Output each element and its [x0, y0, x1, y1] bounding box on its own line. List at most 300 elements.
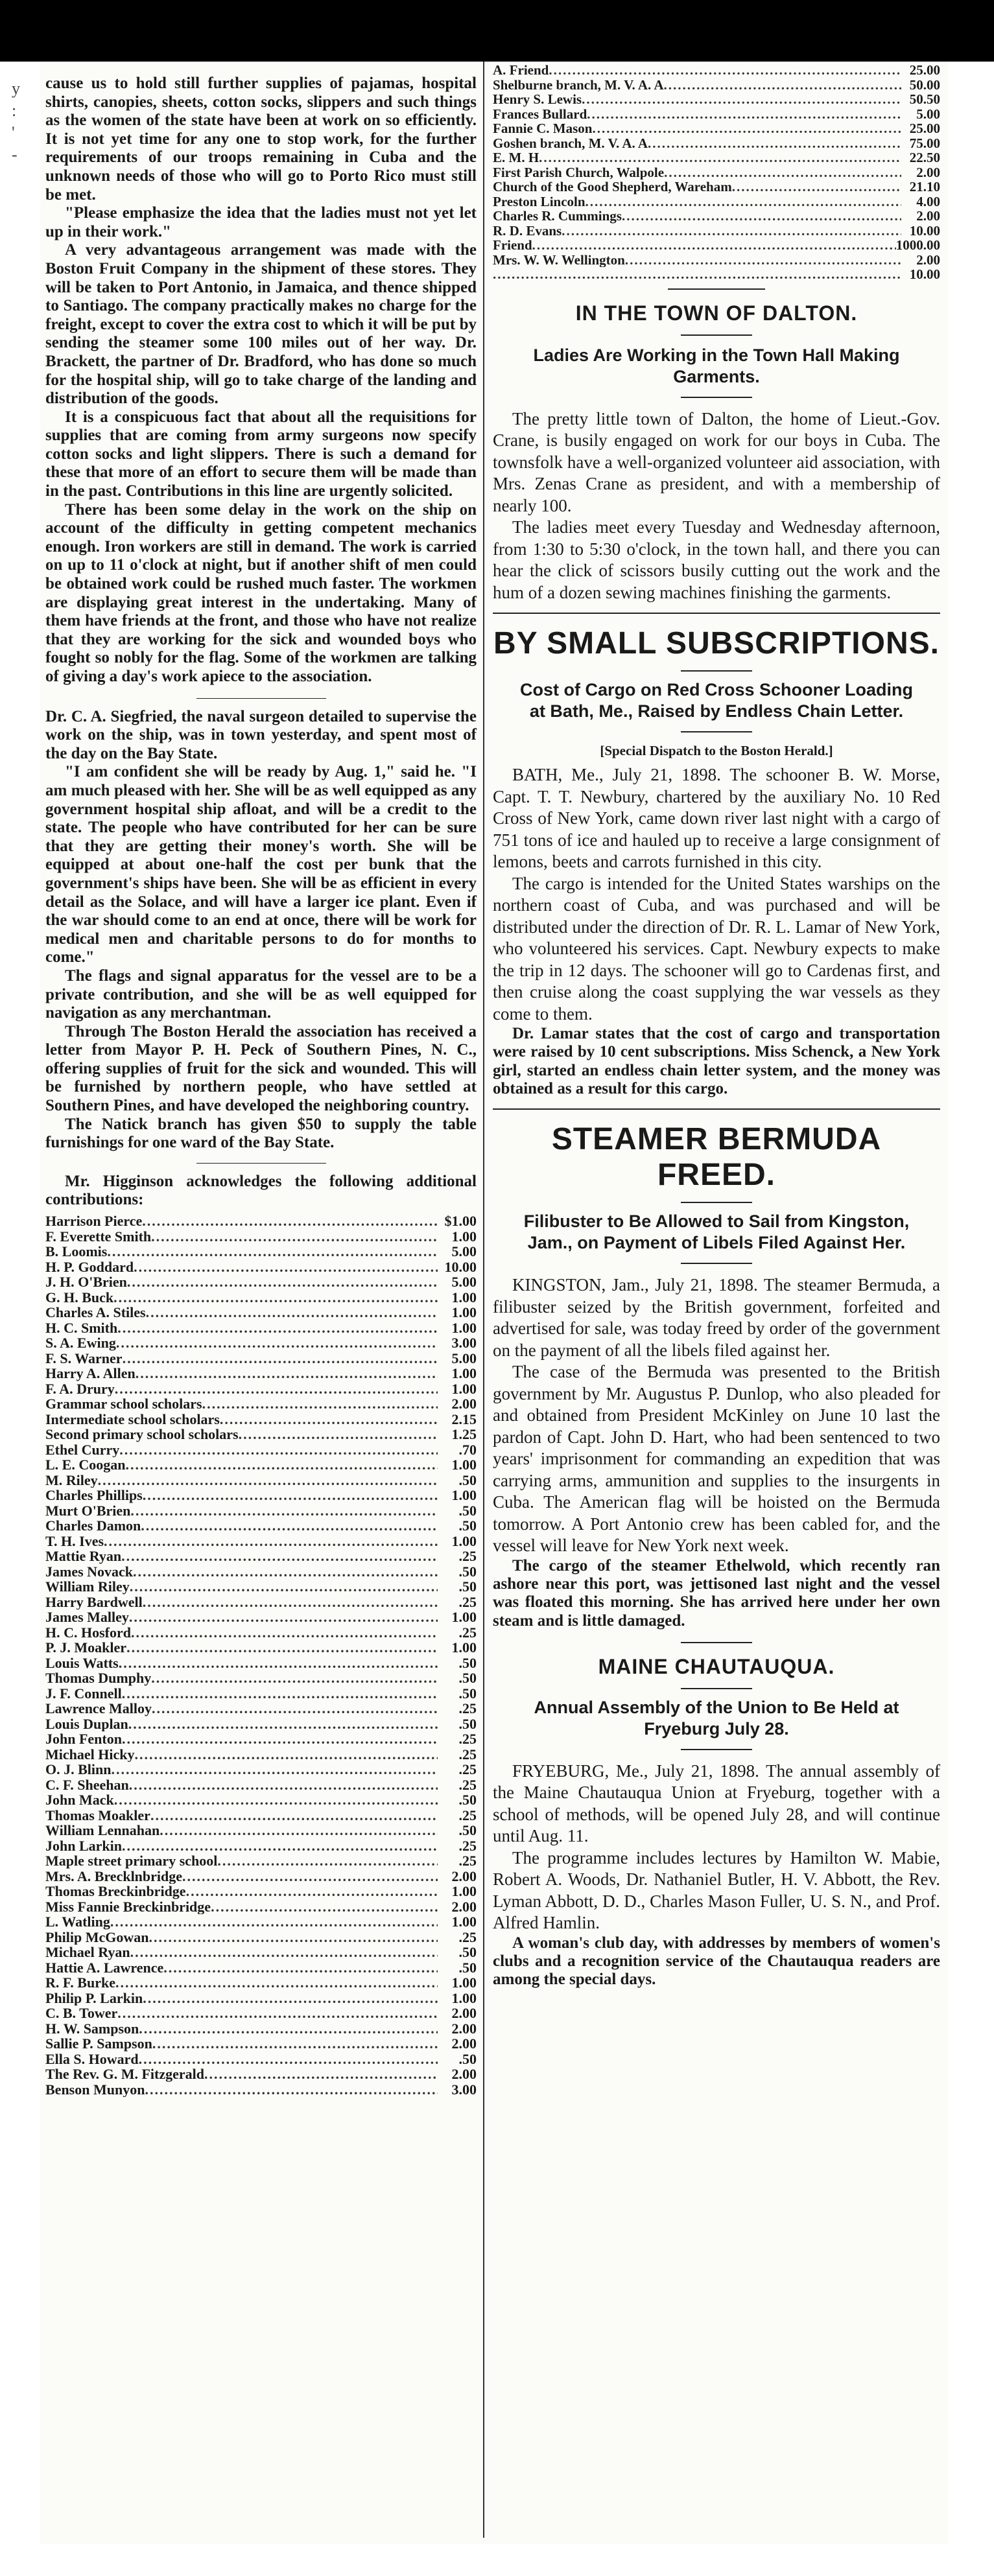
leader-dots — [122, 1838, 438, 1854]
donation-row — [493, 238, 940, 253]
leader-dots — [149, 1930, 438, 1945]
donation-amount: 1.00 — [451, 1289, 477, 1306]
article-paragraph: The Natick branch has given $50 to supply the table furnishings for one ward of the Bay State. — [45, 1115, 477, 1152]
donation-amount: 1.00 — [451, 1990, 477, 2006]
donation-amount: 5.00 — [451, 1244, 477, 1259]
donation-row — [45, 1792, 477, 1808]
donation-row — [45, 1335, 477, 1351]
donation-row — [45, 1564, 477, 1580]
donor-name: Frances Bullard — [493, 106, 587, 121]
donation-row — [45, 1595, 477, 1610]
donation-amount: .50 — [458, 2051, 477, 2067]
leader-dots — [116, 1335, 438, 1351]
leader-dots — [217, 1853, 438, 1869]
article-paragraph: A woman's club day, with addresses by members of women's clubs and a recognition service of the Chautauqua readers are among the special days. — [493, 1934, 940, 1989]
donation-amount: .25 — [458, 1746, 477, 1762]
leader-dots — [117, 1320, 438, 1336]
donation-row — [45, 1869, 477, 1884]
donor-name: John Larkin — [45, 1838, 122, 1854]
section-rule — [681, 334, 752, 336]
donor-name: Michael Hicky — [45, 1746, 135, 1762]
section-rule — [681, 1749, 752, 1750]
donation-amount: 2.00 — [916, 252, 940, 267]
donor-name: Hattie A. Lawrence — [45, 1960, 164, 1976]
donation-amount: 1.00 — [451, 1914, 477, 1930]
leader-dots — [239, 1427, 438, 1442]
dalton-headline: IN THE TOWN OF DALTON. — [575, 301, 858, 325]
donor-name: F. S. Warner — [45, 1350, 123, 1366]
leader-dots — [664, 165, 901, 180]
donor-name: William Riley — [45, 1579, 130, 1595]
donation-row — [493, 224, 940, 239]
leader-dots — [146, 1305, 438, 1320]
donation-amount: .50 — [458, 1670, 477, 1686]
chautauqua-headline: MAINE CHAUTAUQUA. — [598, 1654, 835, 1678]
article-paragraph: KINGSTON, Jam., July 21, 1898. The steamer Bermuda, a filibuster seized by the British government, forfeited and advertised for sale, was today freed by order of the government on the payment of all the libels filed against her. — [493, 1275, 940, 1360]
leader-dots — [142, 1213, 438, 1229]
donation-amount: 5.00 — [451, 1350, 477, 1366]
leader-dots — [128, 1716, 438, 1732]
leader-dots — [123, 1351, 438, 1366]
leader-dots — [127, 1274, 438, 1290]
donation-row — [45, 1579, 477, 1595]
section-rule — [681, 1263, 752, 1264]
donor-name: H. W. Sampson — [45, 2020, 139, 2037]
donor-name: First Parish Church, Walpole — [493, 165, 665, 180]
donation-amount: .25 — [458, 1762, 477, 1777]
donor-name: Louis Duplan — [45, 1716, 128, 1732]
chautauqua-subhead: Annual Assembly of the Union to Be Held at Fryeburg July 28. — [534, 1697, 899, 1739]
leader-dots — [114, 1792, 438, 1808]
donation-row — [45, 1853, 477, 1869]
donor-name: H. P. Goddard — [45, 1259, 134, 1275]
donation-row — [45, 1488, 477, 1503]
leader-dots — [110, 1914, 438, 1930]
donation-row — [45, 2052, 477, 2067]
leader-dots — [98, 1473, 438, 1488]
donation-amount: .25 — [458, 1777, 477, 1793]
donation-amount: 2.00 — [451, 2036, 477, 2052]
section-rule — [681, 397, 752, 398]
donation-row — [45, 1930, 477, 1945]
donation-row — [45, 1823, 477, 1838]
donation-amount: 1.00 — [451, 1305, 477, 1320]
donation-amount: 1.00 — [451, 1640, 477, 1656]
article-paragraph: It is a conspicuous fact that about all the requisitions for supplies that are coming from army surgeons now specify cotton socks and light slippers. There is such a demand for these that more of an effort to secure them will be made than in the past. Contributions in this line are urgently solicited. — [45, 408, 477, 500]
leader-dots — [562, 224, 901, 239]
donation-amount: .25 — [458, 1807, 477, 1823]
donation-amount: 1.00 — [451, 1381, 477, 1397]
donation-amount: 1.00 — [451, 1488, 477, 1503]
donor-name: Ella S. Howard — [45, 2051, 139, 2067]
leader-dots — [145, 2082, 438, 2098]
donation-amount: 2.00 — [451, 1899, 477, 1915]
donation-row — [493, 78, 940, 93]
leader-dots — [150, 1808, 438, 1823]
donation-amount: 75.00 — [909, 135, 940, 150]
leader-dots — [186, 1884, 438, 1899]
leader-dots — [152, 1701, 438, 1716]
donor-name: Charles A. Stiles — [45, 1305, 146, 1320]
donor-name: H. C. Smith — [45, 1320, 118, 1336]
article-paragraph: The case of the Bermuda was presented to the British government by Mr. Augustus P. Dunlop, who also pleaded for and obtained from President McKinley on June 10 last the pardon of Capt. John D. Hart, who had been sentenced to two years' imprisonment for commanding an expedition that was carrying arms, ammunition and supplies to the insurgents in Cuba. The American flag will be hoisted on the Bermuda tomorrow. A Port Antonio crew has been cabled for, and the vessel will leave for New York next week. — [493, 1362, 940, 1556]
donor-name: O. J. Blinn — [45, 1762, 112, 1777]
donation-row — [45, 2082, 477, 2098]
donor-name: J. H. O'Brien — [45, 1274, 127, 1290]
donation-amount: .50 — [458, 1655, 477, 1671]
leader-dots — [139, 2021, 438, 2037]
leader-dots — [182, 1869, 438, 1884]
leader-dots — [119, 1442, 438, 1458]
leader-dots — [113, 1290, 438, 1306]
donor-name: Miss Fannie Breckinbridge — [45, 1899, 211, 1915]
subscriptions-headline: BY SMALL SUBSCRIPTIONS. — [493, 626, 940, 661]
donor-name: Charles Damon — [45, 1518, 141, 1534]
donor-name: Lawrence Malloy — [45, 1701, 152, 1716]
leader-dots — [121, 1549, 438, 1564]
donation-row — [45, 2006, 477, 2021]
donor-name: M. Riley — [45, 1472, 98, 1488]
article-paragraph: The pretty little town of Dalton, the home of Lieut.-Gov. Crane, is busily engaged on work for our boys in Cuba. The townsfolk have a well-organized volunteer aid association, with Mrs. Zenas Crane as president, and with a membership of nearly 100. — [493, 408, 940, 515]
donor-name: C. B. Tower — [45, 2006, 118, 2021]
leader-dots — [126, 1640, 438, 1656]
donation-amount: 2.00 — [451, 1396, 477, 1412]
donation-row — [45, 1320, 477, 1336]
donor-name: S. A. Ewing — [45, 1335, 116, 1351]
donation-row — [45, 1686, 477, 1702]
donation-row — [45, 1351, 477, 1366]
donor-name: Sallie P. Sampson — [45, 2036, 152, 2052]
donation-amount: 25.00 — [909, 121, 940, 136]
leader-dots — [539, 150, 901, 165]
leader-dots — [107, 1244, 438, 1259]
donation-amount: 2.00 — [916, 209, 940, 224]
donation-row — [45, 1549, 477, 1564]
donor-name: Preston Lincoln — [493, 194, 586, 209]
donor-name: Mattie Ryan — [45, 1549, 122, 1564]
donor-name: L. E. Coogan — [45, 1457, 126, 1473]
section-rule — [681, 1642, 752, 1643]
section-rule — [196, 698, 326, 699]
leader-dots — [143, 1991, 438, 2006]
donation-amount: .50 — [458, 1792, 477, 1808]
donation-row — [45, 1366, 477, 1381]
leader-dots — [622, 209, 901, 224]
donation-row — [493, 92, 940, 107]
donation-amount: 4.00 — [916, 194, 940, 209]
donor-name: Murt O'Brien — [45, 1503, 131, 1519]
donation-row — [45, 1503, 477, 1519]
donor-name: Philip McGowan — [45, 1929, 149, 1945]
article-paragraph: The cargo is intended for the United States warships on the northern coast of Cuba, and was purchased and will be distributed under the direction of Dr. R. L. Lamar of New York, who volunteered his services. Capt. Newbury expects to make the trip in 12 days. The schooner will go to Cardenas first, and then cruise along the coast supplying the war vessels as they come to them. — [493, 873, 940, 1024]
donation-amount: 1000.00 — [895, 238, 940, 253]
donation-row — [45, 1838, 477, 1854]
donation-row — [45, 1960, 477, 1976]
contributions-intro: Mr. Higginson acknowledges the following additional contributions: — [45, 1172, 477, 1209]
donation-row — [45, 1701, 477, 1716]
article-paragraph: "Please emphasize the idea that the ladies must not yet let up in their work." — [45, 204, 477, 240]
article-paragraph: The programme includes lectures by Hamilton W. Mabie, Robert A. Woods, Dr. Nathaniel Butler, H. V. Abbott, the Rev. Lyman Abbott, D. D., Charles Mason Fuller, U. S. N., and Prof. Alfred Hamlin. — [493, 1847, 940, 1933]
donor-name: Fannie C. Mason — [493, 121, 593, 136]
leader-dots — [141, 1518, 438, 1534]
leader-dots — [582, 92, 901, 107]
donation-amount: .25 — [458, 1624, 477, 1641]
article-paragraph: There has been some delay in the work on the ship on account of the difficulty in getting competent mechanics enough. Iron workers are still in demand. The work is carried on up to 11 o'clock at night, but if another shift of men could be obtained work could be rushed much faster. The workmen are displaying great interest in the undertaking. Many of them have friends at the front, and those who have not realize that they are working for the sick and wounded boys who fought so nobly for the flag. Some of the workmen are talking of giving a day's work apiece to the association. — [45, 500, 477, 685]
article-paragraph: Dr. Lamar states that the cost of cargo and transportation were raised by 10 cent subscriptions. Miss Schenck, a New York girl, started an endless chain letter system, and the money was obtained as a result for this cargo. — [493, 1025, 940, 1097]
article-paragraph: "I am confident she will be ready by Aug. 1," said he. "I am much pleased with her. She will be as well equipped as any government hospital ship afloat, and will be a credit to the state. The people who have contributed for her can be sure that they are getting their money's worth. She will be equipped at about one-half the cost per bunk that the government's ships have been. She will be as efficient in every detail as the Solace, and will have a larger ice plant. Even if the war should come to an end at once, there will be work for medical men and charitable persons to do for months to come." — [45, 763, 477, 966]
donation-row — [493, 267, 940, 282]
section-rule — [196, 1163, 326, 1164]
section-rule — [681, 1202, 752, 1203]
leader-dots — [134, 1747, 438, 1762]
donor-name: J. F. Connell — [45, 1685, 122, 1702]
leader-dots — [104, 1534, 438, 1549]
donation-row — [45, 1305, 477, 1320]
donation-row — [45, 1442, 477, 1458]
leader-dots — [160, 1823, 438, 1838]
donation-amount: .50 — [458, 1823, 477, 1838]
donor-name: Mrs. A. Brecklnbridge — [45, 1868, 183, 1884]
donor-name: John Fenton — [45, 1731, 122, 1747]
article-paragraph: The ladies meet every Tuesday and Wednesday afternoon, from 1:30 to 5:30 o'clock, in the town hall, and there you can hear the click of scissors busily cutting out the work and the hum of a dozen sewing machines finishing the garments. — [493, 517, 940, 602]
donation-amount: 10.00 — [444, 1259, 477, 1275]
donor-name: William Lennahan — [45, 1823, 160, 1838]
section-rule — [681, 1688, 752, 1689]
donation-row — [45, 1610, 477, 1625]
bermuda-headline: STEAMER BERMUDA FREED. — [551, 1122, 882, 1193]
donor-name: B. Loomis — [45, 1244, 108, 1259]
donation-row — [45, 1716, 477, 1732]
donation-row — [45, 1274, 477, 1290]
donation-amount: 25.00 — [909, 63, 940, 78]
leader-dots — [143, 1595, 438, 1610]
donation-row — [45, 1457, 477, 1473]
leader-dots — [592, 121, 901, 136]
donation-row — [45, 1656, 477, 1671]
dalton-subhead: Ladies Are Working in the Town Hall Making Garments. — [533, 345, 900, 386]
donation-row — [45, 1991, 477, 2006]
leader-dots — [130, 1579, 438, 1595]
dateline: [Special Dispatch to the Boston Herald.] — [600, 743, 833, 758]
article-paragraph: cause us to hold still further supplies of pajamas, hospital shirts, canopies, sheets, cotton socks, slippers and such things as the women of the state have been at work on so efficiently. It is not yet time for any one to stop work, for the further requirements of our troops remaining in Cuba and the unknown needs of those who will go to Porto Rico must still be met. — [45, 75, 477, 204]
leader-dots — [130, 1503, 438, 1519]
margin-marks: y : ' - — [12, 79, 20, 164]
donor-name: R. D. Evans — [493, 223, 562, 238]
donation-amount: 2.00 — [451, 1868, 477, 1884]
leader-dots — [129, 1777, 438, 1793]
donor-name: Thomas Dumphy — [45, 1670, 152, 1686]
leader-dots — [134, 1259, 438, 1275]
leader-dots — [130, 1945, 438, 1960]
donation-amount: 2.00 — [451, 2067, 477, 2082]
donation-row — [45, 1762, 477, 1777]
leader-dots — [493, 267, 901, 282]
donor-name: Second primary school scholars — [45, 1427, 239, 1442]
donation-row — [45, 1213, 477, 1229]
donor-name: Goshen branch, M. V. A. A — [493, 135, 648, 150]
donor-name: F. A. Drury — [45, 1381, 115, 1397]
donation-amount: 1.00 — [451, 1366, 477, 1381]
donation-amount: .50 — [458, 1563, 477, 1580]
leader-dots — [732, 180, 901, 194]
donor-name: Friend — [493, 238, 532, 253]
donation-amount: 1.00 — [451, 1320, 477, 1336]
leader-dots — [648, 136, 901, 151]
donor-name: F. Everette Smith — [45, 1228, 152, 1245]
donor-name: Harry A. Allen — [45, 1366, 136, 1381]
leader-dots — [151, 1229, 438, 1245]
donor-name: Shelburne branch, M. V. A. A — [493, 77, 664, 92]
donation-row — [45, 1427, 477, 1442]
donation-row — [493, 165, 940, 180]
leader-dots — [220, 1412, 438, 1427]
donation-row — [45, 1670, 477, 1686]
donation-row — [45, 2067, 477, 2082]
leader-dots — [115, 1381, 438, 1397]
donation-row — [45, 1975, 477, 1991]
donation-amount: .25 — [458, 1701, 477, 1716]
scanner-top-border — [0, 0, 994, 62]
donor-name: R. F. Burke — [45, 1975, 115, 1991]
donation-amount: 10.00 — [909, 223, 940, 238]
leader-dots — [139, 2052, 438, 2067]
donation-row — [493, 121, 940, 136]
donation-amount: .25 — [458, 1731, 477, 1747]
leader-dots — [111, 1762, 438, 1777]
donor-name: A. Friend — [493, 63, 549, 78]
donation-amount: .50 — [458, 1472, 477, 1488]
donor-name: T. H. Ives — [45, 1533, 104, 1549]
leader-dots — [136, 1366, 438, 1381]
leader-dots — [122, 1731, 438, 1747]
leader-dots — [122, 1686, 438, 1702]
donation-row — [45, 1899, 477, 1915]
donor-name: Charles Phillips — [45, 1488, 143, 1503]
article-paragraph: BATH, Me., July 21, 1898. The schooner B. W. Morse, Capt. T. T. Newbury, chartered by the auxiliary No. 10 Red Cross of New York, came down river last night with a cargo of 751 tons of ice and hauled up to receive a large consignment of lemons, beets and carrots furnished in this city. — [493, 765, 940, 871]
donation-row — [45, 1625, 477, 1641]
donation-amount: .50 — [458, 1945, 477, 1960]
donation-amount: 5.00 — [916, 106, 940, 121]
donor-name: P. J. Moakler — [45, 1640, 127, 1656]
leader-dots — [129, 1610, 438, 1625]
donation-amount: .25 — [458, 1549, 477, 1564]
donor-name: James Novack — [45, 1563, 134, 1580]
leader-dots — [587, 107, 901, 122]
donor-name: C. F. Sheehan — [45, 1777, 129, 1793]
donation-amount: 2.00 — [451, 2020, 477, 2037]
donation-row — [493, 136, 940, 151]
donation-amount: 1.25 — [451, 1427, 477, 1442]
donor-name: Benson Munyon — [45, 2081, 145, 2098]
donation-row — [45, 1747, 477, 1762]
article-paragraph: The cargo of the steamer Ethelwold, which recently ran ashore near this port, was jettisoned last night and the vessel was floated this morning. She has arrived here under her own steam and is little damaged. — [493, 1556, 940, 1630]
donation-amount: 50.00 — [909, 77, 940, 92]
donor-name: E. M. H — [493, 150, 539, 165]
donation-amount: $1.00 — [444, 1213, 477, 1229]
donation-row — [45, 1731, 477, 1747]
donor-name: Henry S. Lewis — [493, 92, 582, 107]
leader-dots — [625, 253, 901, 268]
donor-name: Maple street primary school — [45, 1853, 218, 1869]
donation-row — [45, 1808, 477, 1823]
donation-amount: 21.10 — [909, 180, 940, 194]
donation-row — [493, 107, 940, 122]
donation-amount: .50 — [458, 1716, 477, 1732]
donation-amount: 10.00 — [909, 267, 940, 282]
donation-row — [45, 1244, 477, 1259]
donor-name: Michael Ryan — [45, 1945, 130, 1960]
donation-amount: 5.00 — [451, 1274, 477, 1290]
donor-name: Intermediate school scholars — [45, 1411, 220, 1427]
donation-row — [45, 1534, 477, 1549]
section-rule — [668, 288, 765, 290]
left-column — [45, 62, 477, 2097]
donation-row — [45, 2036, 477, 2052]
donation-row — [45, 1640, 477, 1656]
donation-amount: 1.00 — [451, 1533, 477, 1549]
leader-dots — [119, 1656, 438, 1671]
article-paragraph: The flags and signal apparatus for the vessel are to be a private contribution, and she will be as well equipped for navigation as any merchantman. — [45, 966, 477, 1022]
article-paragraph: Through The Boston Herald the association has received a letter from Mayor P. H. Peck of Southern Pines, N. C., offering supplies of fruit for the sick and wounded. This will be furnished by northern people, who have settled at Southern Pines, and have developed the neighboring country. — [45, 1022, 477, 1115]
leader-dots — [125, 1457, 438, 1473]
donation-amount: .25 — [458, 1594, 477, 1610]
donor-name: Philip P. Larkin — [45, 1990, 143, 2006]
section-rule — [493, 1108, 940, 1110]
leader-dots — [133, 1564, 438, 1580]
article-paragraph: A very advantageous arrangement was made with the Boston Fruit Company in the shipment of these stores. They will be taken to Port Antonio, in Jamaica, and thence shipped to Santiago. The company practically makes no charge for the freight, except to cover the extra cost to which it will be put by sending the steamer some 100 miles out of her way. Dr. Brackett, the partner of Dr. Bradford, who has done so much for the hospital ship, will go to take charge of the landing and distribution of the goods. — [45, 241, 477, 408]
donation-row — [45, 1412, 477, 1427]
donation-amount: .50 — [458, 1685, 477, 1702]
section-rule — [681, 731, 752, 732]
leader-dots — [143, 1488, 438, 1503]
donation-amount: 2.15 — [451, 1411, 477, 1427]
donation-row — [45, 1259, 477, 1275]
donation-row — [493, 209, 940, 224]
donation-amount: 3.00 — [451, 1335, 477, 1351]
donation-amount: .50 — [458, 1579, 477, 1595]
leader-dots — [549, 63, 901, 78]
donation-row — [45, 1914, 477, 1930]
column-divider — [483, 62, 484, 2538]
donation-amount: 1.00 — [451, 1228, 477, 1245]
leader-dots — [664, 78, 901, 93]
donor-name: Mrs. W. W. Wellington — [493, 252, 625, 267]
donation-row — [45, 2021, 477, 2037]
bermuda-subhead: Filibuster to Be Allowed to Sail from Kingston, Jam., on Payment of Libels Filed Against Her. — [523, 1212, 910, 1253]
donation-amount: 1.00 — [451, 1975, 477, 1991]
donation-row — [493, 63, 940, 78]
donation-amount: 2.00 — [451, 2006, 477, 2021]
leader-dots — [532, 238, 896, 253]
leader-dots — [163, 1960, 438, 1976]
right-column — [493, 62, 940, 1989]
donation-list — [45, 1213, 477, 2097]
donation-amount: 22.50 — [909, 150, 940, 165]
donation-row — [493, 150, 940, 165]
donation-amount: 50.50 — [909, 92, 940, 107]
donor-name: G. H. Buck — [45, 1289, 114, 1306]
leader-dots — [586, 194, 901, 209]
leader-dots — [152, 2036, 438, 2052]
donor-name: The Rev. G. M. Fitzgerald — [45, 2067, 205, 2082]
donation-row — [45, 1229, 477, 1245]
donation-row — [45, 1884, 477, 1899]
donation-amount: .70 — [458, 1442, 477, 1458]
leader-dots — [115, 1975, 438, 1991]
donation-amount: .25 — [458, 1853, 477, 1869]
donor-name: Harry Bardwell — [45, 1594, 143, 1610]
donor-name: James Malley — [45, 1610, 129, 1625]
